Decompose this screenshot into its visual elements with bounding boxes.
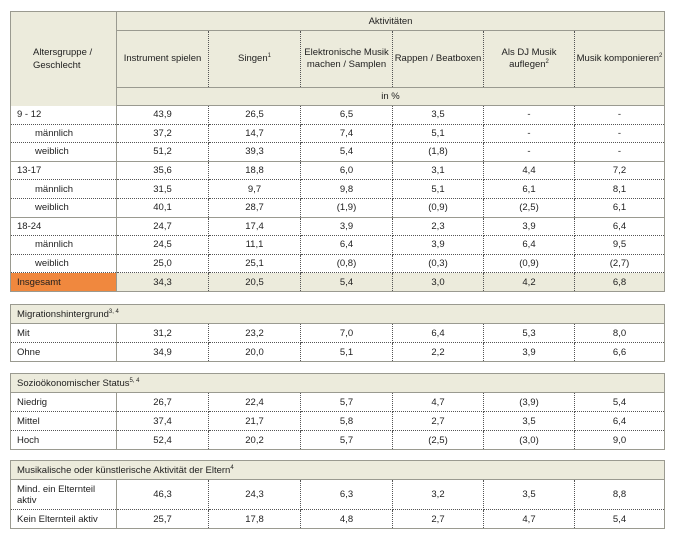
value-cell: 5,7 <box>301 393 393 412</box>
row-label: männlich <box>11 236 117 255</box>
row-label: Niedrig <box>11 393 117 412</box>
column-header: Elektronische Musik machen / Samplen <box>301 31 393 88</box>
column-header: Musik komponieren$^2$ <box>575 31 665 88</box>
value-cell: 3,9 <box>301 217 393 236</box>
value-cell: 7,0 <box>301 324 393 343</box>
value-cell: 6,4 <box>575 217 665 236</box>
value-cell: 5,4 <box>301 273 393 292</box>
row-label: männlich <box>11 180 117 199</box>
value-cell: 9,0 <box>612 434 627 446</box>
value-cell: 5,3 <box>484 324 575 343</box>
row-label: Mit <box>11 324 117 343</box>
value-cell: 26,7 <box>117 393 209 412</box>
value-cell: 11,1 <box>209 236 301 255</box>
row-label: weiblich <box>11 254 117 273</box>
row-label: Kein Elternteil aktiv <box>11 510 117 529</box>
value-cell: (3,9) <box>484 393 575 412</box>
migration-table <box>10 304 665 362</box>
value-cell: 22,4 <box>209 393 301 412</box>
row-label: 9 - 12 <box>11 106 117 125</box>
value-cell: 3,5 <box>484 412 575 431</box>
value-cell: 3,2 <box>393 480 484 510</box>
value-cell: 35,6 <box>117 161 209 180</box>
row-label: weiblich <box>11 198 117 217</box>
row-label: Hoch <box>11 431 117 450</box>
value-cell: 9,8 <box>301 180 393 199</box>
value-cell: 51,2 <box>117 143 209 162</box>
value-cell: (2,5) <box>484 198 575 217</box>
value-cell: - <box>484 106 575 125</box>
parents-table <box>10 460 665 529</box>
value-cell: 52,4 <box>117 431 209 450</box>
value-cell: 6,8 <box>575 273 665 292</box>
value-cell: 20,0 <box>209 343 301 362</box>
value-cell: 26,5 <box>209 106 301 125</box>
value-cell: 3,5 <box>484 480 575 510</box>
value-cell: 14,7 <box>209 124 301 143</box>
value-cell: 9,7 <box>209 180 301 199</box>
row-label: Ohne <box>11 343 117 362</box>
value-cell: 6,4 <box>301 236 393 255</box>
value-cell: 6,4 <box>393 324 484 343</box>
value-cell: 4,4 <box>484 161 575 180</box>
value-cell: - <box>484 124 575 143</box>
value-cell: 24,7 <box>117 217 209 236</box>
parents-title: Musikalische oder künstlerische Aktivität der Eltern$^4$ <box>11 461 665 480</box>
value-cell: 5,1 <box>393 124 484 143</box>
column-header: Als DJ Musik auflegen$^2$ <box>484 31 575 88</box>
value-cell: 34,9 <box>117 343 209 362</box>
activities-header: Aktivitäten <box>117 12 665 31</box>
table-row <box>11 180 665 199</box>
value-cell: 18,8 <box>209 161 301 180</box>
value-cell: 4,8 <box>301 510 393 529</box>
row-label: 13-17 <box>11 161 117 180</box>
value-cell: 4,7 <box>393 393 484 412</box>
value-cell: 8,1 <box>575 180 665 199</box>
value-cell: - <box>575 124 665 143</box>
row-label: Mittel <box>11 412 117 431</box>
value-cell: 6,1 <box>575 198 665 217</box>
value-cell: (2,5) <box>393 431 484 450</box>
value-cell: 3,1 <box>393 161 484 180</box>
value-cell: 28,7 <box>209 198 301 217</box>
table-row <box>11 324 665 343</box>
value-cell: 20,5 <box>209 273 301 292</box>
value-cell: 6,1 <box>484 180 575 199</box>
value-cell: (0,9) <box>393 198 484 217</box>
table-row <box>11 217 665 236</box>
value-cell: 2,3 <box>393 217 484 236</box>
value-cell: 37,4 <box>117 412 209 431</box>
value-cell: - <box>575 106 665 125</box>
value-cell: 25,1 <box>209 254 301 273</box>
value-cell: 17,4 <box>209 217 301 236</box>
value-cell: 24,3 <box>209 480 301 510</box>
value-cell: 5,1 <box>301 343 393 362</box>
value-cell: 31,2 <box>117 324 209 343</box>
value-cell: 43,9 <box>117 106 209 125</box>
value-cell: 5,4 <box>575 393 665 412</box>
value-cell: (0,9) <box>484 254 575 273</box>
value-cell: 9,5 <box>575 236 665 255</box>
table-row <box>11 480 665 510</box>
value-cell: 6,4 <box>575 412 665 431</box>
value-cell: 5,4 <box>612 513 627 525</box>
value-cell: 34,3 <box>117 273 209 292</box>
value-cell: 5,7 <box>301 431 393 450</box>
value-cell: 46,3 <box>117 480 209 510</box>
value-cell: 8,8 <box>575 480 665 510</box>
value-cell: 40,1 <box>117 198 209 217</box>
row-label: weiblich <box>11 143 117 162</box>
value-cell: 2,2 <box>393 343 484 362</box>
table-row <box>11 198 665 217</box>
row-label: Mind. ein Elternteil aktiv <box>11 480 117 510</box>
row-label: 18-24 <box>11 217 117 236</box>
value-cell: 7,2 <box>575 161 665 180</box>
column-header: Rappen / Beatboxen <box>393 31 484 88</box>
value-cell: (3,0) <box>484 431 575 450</box>
value-cell: 6,0 <box>301 161 393 180</box>
value-cell: 31,5 <box>117 180 209 199</box>
value-cell: (0,3) <box>393 254 484 273</box>
value-cell: (0,8) <box>301 254 393 273</box>
value-cell: 25,0 <box>117 254 209 273</box>
value-cell: 20,2 <box>209 431 301 450</box>
value-cell: 3,9 <box>393 236 484 255</box>
table-row <box>11 124 665 143</box>
table-row <box>11 236 665 255</box>
value-cell: (1,9) <box>301 198 393 217</box>
value-cell: 37,2 <box>117 124 209 143</box>
value-cell: 4,7 <box>484 510 575 529</box>
value-cell: - <box>575 143 665 162</box>
table-row <box>11 106 665 125</box>
table-row <box>11 412 665 431</box>
value-cell: 5,8 <box>301 412 393 431</box>
value-cell: 2,7 <box>393 510 484 529</box>
table-row <box>11 143 665 162</box>
row-label: männlich <box>11 124 117 143</box>
main-table <box>10 11 665 292</box>
value-cell: 8,0 <box>575 324 665 343</box>
value-cell: (1,8) <box>393 143 484 162</box>
value-cell: 17,8 <box>209 510 301 529</box>
column-header: Singen$^1$ <box>209 31 301 88</box>
value-cell: 6,3 <box>301 480 393 510</box>
value-cell: 21,7 <box>209 412 301 431</box>
value-cell: 6,4 <box>484 236 575 255</box>
value-cell: 6,5 <box>301 106 393 125</box>
value-cell: 2,7 <box>393 412 484 431</box>
migration-title: Migrationshintergrund$^{3, 4}$ <box>11 305 665 324</box>
value-cell: 25,7 <box>117 510 209 529</box>
table-row <box>11 393 665 412</box>
value-cell: 6,6 <box>612 346 627 358</box>
row-label: Insgesamt <box>11 273 117 292</box>
socio-table <box>10 373 665 450</box>
value-cell: 23,2 <box>209 324 301 343</box>
value-cell: 3,9 <box>484 343 575 362</box>
value-cell: 5,1 <box>393 180 484 199</box>
value-cell: 4,2 <box>484 273 575 292</box>
socio-title: Sozioökonomischer Status$^{5, 4}$ <box>11 374 665 393</box>
unit-label: in % <box>117 88 665 106</box>
group-header: Altersgruppe / Geschlecht <box>11 12 117 106</box>
total-row <box>11 273 665 292</box>
column-header: Instrument spielen <box>117 31 209 88</box>
value-cell: 3,5 <box>393 106 484 125</box>
table-row <box>11 254 665 273</box>
value-cell: 3,9 <box>484 217 575 236</box>
table-row <box>11 161 665 180</box>
value-cell: 3,0 <box>393 273 484 292</box>
value-cell: - <box>484 143 575 162</box>
value-cell: 5,4 <box>301 143 393 162</box>
value-cell: 39,3 <box>209 143 301 162</box>
value-cell: (2,7) <box>575 254 665 273</box>
table-row <box>11 510 665 529</box>
value-cell: 7,4 <box>301 124 393 143</box>
table-row <box>11 343 665 362</box>
value-cell: 24,5 <box>117 236 209 255</box>
table-row <box>11 431 665 450</box>
